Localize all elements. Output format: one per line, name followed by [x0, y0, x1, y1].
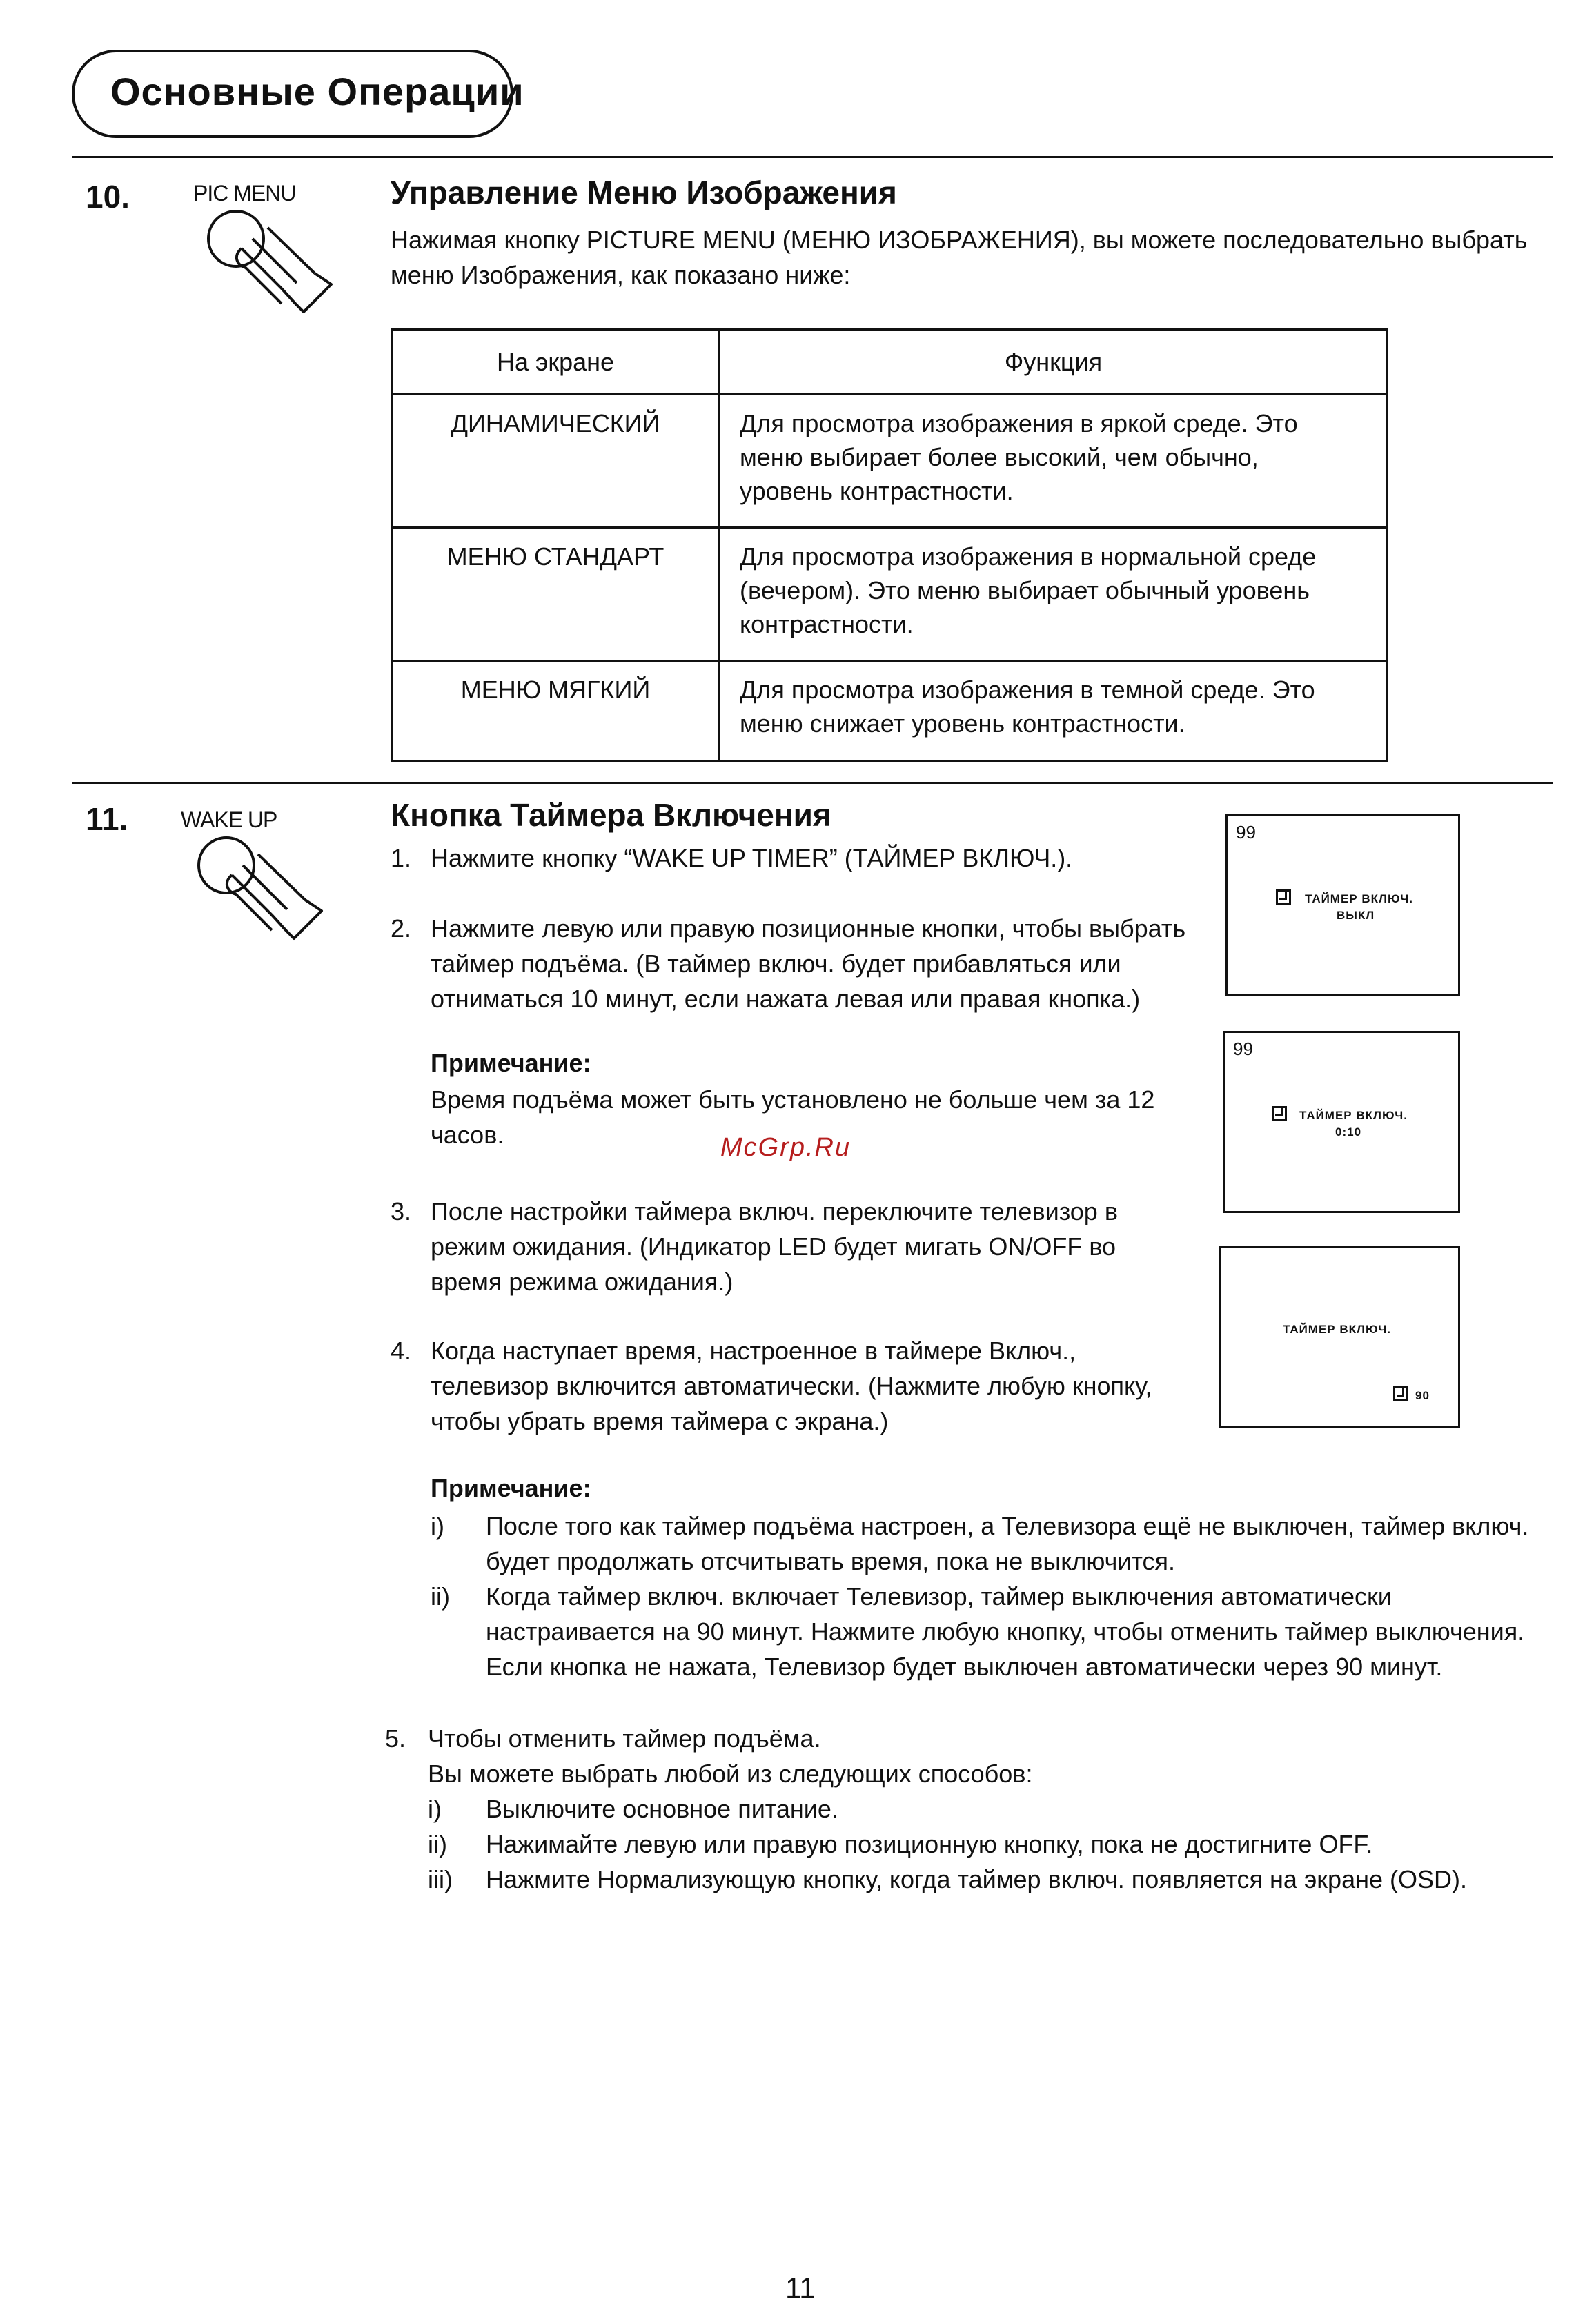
step-1-line: Нажмите кнопку “WAKE UP TIMER” (ТАЙМЕР ВКЛЮЧ.). — [431, 844, 1073, 872]
osd-line1: ТАЙМЕР ВКЛЮЧ. — [1283, 1323, 1391, 1336]
osd-line1: ТАЙМЕР ВКЛЮЧ. — [1305, 892, 1413, 905]
osd-channel: 99 — [1233, 1038, 1253, 1059]
section-10-title: Управление Меню Изображения — [391, 175, 897, 210]
step-2-line: отниматься 10 минут, если нажата левая или правая кнопка.) — [431, 985, 1141, 1013]
note-2-item-num: i) — [431, 1512, 444, 1540]
osd-screen-1 — [1225, 814, 1460, 996]
table-cell-function — [720, 661, 1388, 762]
table-row — [392, 528, 1388, 661]
step-3-num: 3. — [391, 1197, 412, 1225]
step-1-num: 1. — [391, 844, 412, 872]
step-2-num: 2. — [391, 914, 412, 943]
wake-up-label: WAKE UP — [181, 807, 277, 832]
step-5-item-num: i) — [428, 1795, 442, 1823]
step-3-line: время режима ожидания.) — [431, 1268, 734, 1296]
note-2-item-line: будет продолжать отсчитывать время, пока не выключится. — [486, 1547, 1176, 1575]
step-2-line: Нажмите левую или правую позиционные кнопки, чтобы выбрать — [431, 914, 1186, 943]
step-5-item-text: Нажмите Нормализующую кнопку, когда таймер включ. появляется на экране (OSD). — [486, 1865, 1467, 1893]
step-5-item-text: Выключите основное питание. — [486, 1795, 838, 1823]
osd-channel: 99 — [1236, 822, 1256, 843]
table-row — [392, 661, 1388, 762]
step-5-item-text: Нажимайте левую или правую позиционную кнопку, пока не достигните OFF. — [486, 1830, 1373, 1858]
table-header-row — [392, 330, 1388, 395]
function-line: Для просмотра изображения в темной среде. Это — [740, 676, 1315, 704]
osd-screen-2 — [1223, 1031, 1460, 1213]
function-line: меню снижает уровень контрастности. — [740, 709, 1185, 738]
picture-menu-table — [391, 328, 1388, 762]
table-cell-screen: ДИНАМИЧЕСКИЙ — [392, 395, 720, 528]
top-rule — [72, 156, 1553, 158]
note-1-title: Примечание: — [431, 1049, 591, 1077]
page-number: 11 — [785, 2272, 816, 2304]
step-4-line: чтобы убрать время таймера с экрана.) — [431, 1407, 889, 1435]
step-3-line: После настройки таймера включ. переключите телевизор в — [431, 1197, 1118, 1225]
step-4-num: 4. — [391, 1337, 412, 1365]
note-1-line: часов. — [431, 1121, 504, 1149]
osd-line2: ВЫКЛ — [1337, 909, 1375, 922]
table-row — [392, 395, 1388, 528]
table-cell-function — [720, 395, 1388, 528]
osd-line1: ТАЙМЕР ВКЛЮЧ. — [1299, 1109, 1408, 1122]
wake-up-hand-icon — [190, 834, 328, 944]
table-header-function: Функция — [720, 330, 1388, 395]
step-5-line: Вы можете выбрать любой из следующих способов: — [428, 1760, 1033, 1788]
step-5-line: Чтобы отменить таймер подъёма. — [428, 1724, 821, 1753]
note-2-item-line: Когда таймер включ. включает Телевизор, таймер выключения автоматически — [486, 1582, 1392, 1611]
function-line: Для просмотра изображения в нормальной среде — [740, 542, 1317, 571]
table-cell-screen: МЕНЮ МЯГКИЙ — [392, 661, 720, 762]
timer-icon — [1276, 889, 1291, 905]
step-5-item-num: ii) — [428, 1830, 447, 1858]
pic-menu-label: PIC MENU — [193, 181, 296, 206]
osd-screen-3 — [1219, 1246, 1460, 1428]
function-line: контрастности. — [740, 610, 914, 638]
watermark: McGrp.Ru — [720, 1133, 851, 1162]
osd-line2: 0:10 — [1335, 1125, 1362, 1139]
section-10-intro-1: Нажимая кнопку PICTURE MENU (МЕНЮ ИЗОБРАЖЕНИЯ), вы можете последовательно выбрать — [391, 226, 1528, 254]
timer-icon — [1272, 1106, 1287, 1121]
step-4-line: телевизор включится автоматически. (Нажмите любую кнопку, — [431, 1372, 1152, 1400]
page-title: Основные Операции — [110, 70, 524, 113]
pic-menu-hand-icon — [200, 207, 338, 317]
table-cell-screen: МЕНЮ СТАНДАРТ — [392, 528, 720, 661]
step-4-line: Когда наступает время, настроенное в таймере Включ., — [431, 1337, 1076, 1365]
note-2-title: Примечание: — [431, 1474, 591, 1502]
step-5-num: 5. — [385, 1724, 406, 1753]
function-line: Для просмотра изображения в яркой среде. Это — [740, 409, 1298, 437]
section-10-intro-2: меню Изображения, как показано ниже: — [391, 261, 851, 289]
timer-icon — [1393, 1386, 1408, 1401]
section-rule — [72, 782, 1553, 784]
step-3-line: режим ожидания. (Индикатор LED будет мигать ON/OFF во — [431, 1232, 1116, 1261]
note-1-line: Время подъёма может быть установлено не больше чем за 12 — [431, 1085, 1155, 1114]
section-10-number: 10. — [86, 179, 130, 215]
osd-value: 90 — [1415, 1389, 1430, 1402]
step-2-line: таймер подъёма. (В таймер включ. будет прибавляться или — [431, 949, 1121, 978]
section-11-number: 11. — [86, 801, 128, 837]
step-5-item-num: iii) — [428, 1865, 453, 1893]
table-header-screen: На экране — [392, 330, 720, 395]
note-2-item-line: настраивается на 90 минут. Нажмите любую кнопку, чтобы отменить таймер выключения. — [486, 1617, 1525, 1646]
section-11-title: Кнопка Таймера Включения — [391, 797, 831, 833]
function-line: меню выбирает более высокий, чем обычно, — [740, 443, 1259, 471]
function-line: (вечером). Это меню выбирает обычный уровень — [740, 576, 1310, 604]
note-2-item-num: ii) — [431, 1582, 450, 1611]
function-line: уровень контрастности. — [740, 477, 1014, 505]
note-2-item-line: После того как таймер подъёма настроен, а Телевизора ещё не выключен, таймер включ. — [486, 1512, 1529, 1540]
note-2-item-line: Если кнопка не нажата, Телевизор будет выключен автоматически через 90 минут. — [486, 1653, 1443, 1681]
table-cell-function — [720, 528, 1388, 661]
